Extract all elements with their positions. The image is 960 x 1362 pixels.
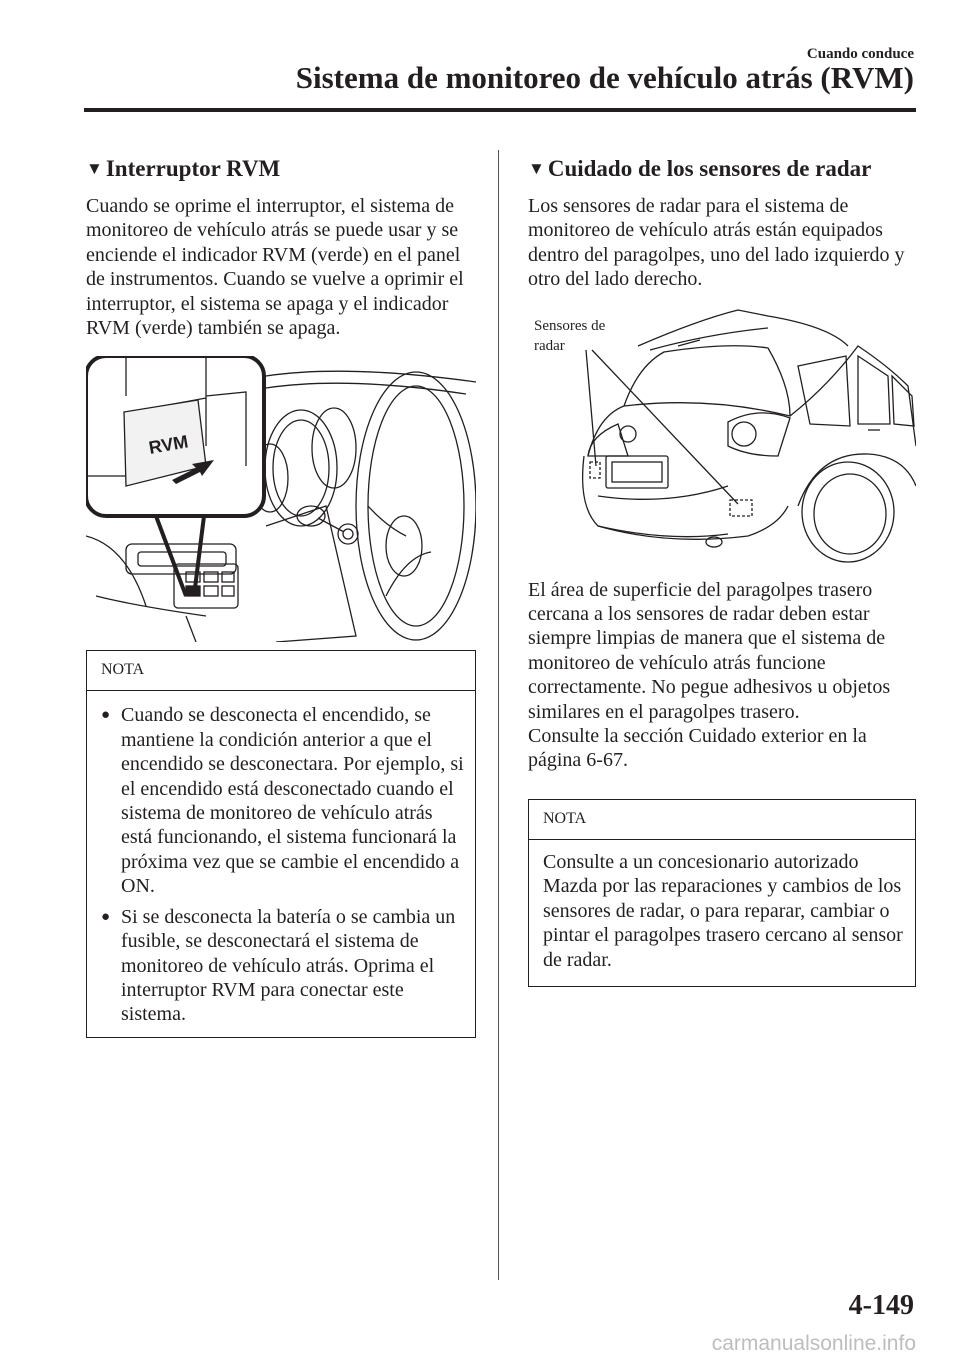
triangle-marker-icon: ▼ [528,159,545,178]
nota-box-left [86,650,476,1037]
nota-title-left: NOTA [87,651,475,691]
watermark: carmanualsonline.info [711,1332,916,1355]
sensor-label-line-2: radar [534,337,565,354]
right-column [528,156,916,987]
chapter-label: Cuando conduce [806,46,914,62]
triangle-marker-icon: ▼ [86,159,103,178]
sensor-label-line-1: Sensores de [534,317,606,334]
rvm-switch-heading [86,156,476,182]
nota-bullet-1 [101,703,465,898]
rvm-switch-figure [86,356,476,642]
bullet-dot-icon: ● [101,908,111,925]
radar-care-paragraph-1: Los sensores de radar para el sistema de monitoreo de vehículo atrás están equipados dentro del paragolpes, uno del lado izquierdo y otro del lado derecho. [528,195,905,291]
rear-wheel [802,462,894,562]
rvm-button-label: RVM [147,431,190,459]
section-title: Sistema de monitoreo de vehículo atrás (RVM) [295,60,914,95]
nota-bullet-2-text: Si se desconecta la batería o se cambia un fusible, se desconectará el sistema de monitoreo de vehículo atrás. Oprima el interruptor RVM para conectar este sistema. [121,905,456,1026]
left-radar-sensor [590,462,600,478]
dashboard-illustration [86,356,476,642]
page-number: 4-149 [848,1290,914,1321]
steering-wheel [356,372,476,640]
nota-title-right: NOTA [529,800,915,840]
radar-care-paragraph-3: Consulte la sección Cuidado exterior en la página 6-67. [528,725,867,772]
header-rule [84,108,916,112]
right-radar-sensor [730,500,752,516]
nota-bullet-2 [101,905,465,1027]
bullet-dot-icon: ● [101,707,111,724]
rvm-switch-heading-text: Interruptor RVM [105,156,281,181]
vehicle-rear-illustration [528,306,916,566]
nota-box-right [528,799,916,987]
left-column [86,156,476,1038]
radar-care-heading [528,156,916,182]
radar-care-heading-text: Cuidado de los sensores de radar [547,156,872,181]
nota-body-right: Consulte a un concesionario autorizado Mazda por las reparaciones y cambios de los sensores de radar, o para reparar, cambiar o pintar el paragolpes trasero cercano al sensor de radar. [543,850,903,971]
radar-care-paragraph-2: El área de superficie del paragolpes trasero cercana a los sensores de radar deben estar siempre limpias de manera que el sistema de monitoreo de vehículo atrás funcione correctamente. No pegue adhesivos u objetos similares en el paragolpes trasero. [528,578,891,723]
column-divider [498,150,499,1280]
nota-bullet-1-text: Cuando se desconecta el encendido, se mantiene la condición anterior a que el encendido se desconectara. Por ejemplo, si el encendido está desconectado cuando el sistema de monitoreo de vehículo atrás está funcionando, el sistema funcionará la próxima vez que se cambie el encendido a ON. [121,704,464,898]
radar-sensor-figure [528,306,916,566]
rvm-switch-paragraph: Cuando se oprime el interruptor, el sistema de monitoreo de vehículo atrás se puede usar y se enciende el indicador RVM (verde) en el panel de instrumentos. Cuando se vuelve a oprimir el interruptor, el sistema se apaga y el indicador RVM (verde) también se apaga. [86,195,464,340]
